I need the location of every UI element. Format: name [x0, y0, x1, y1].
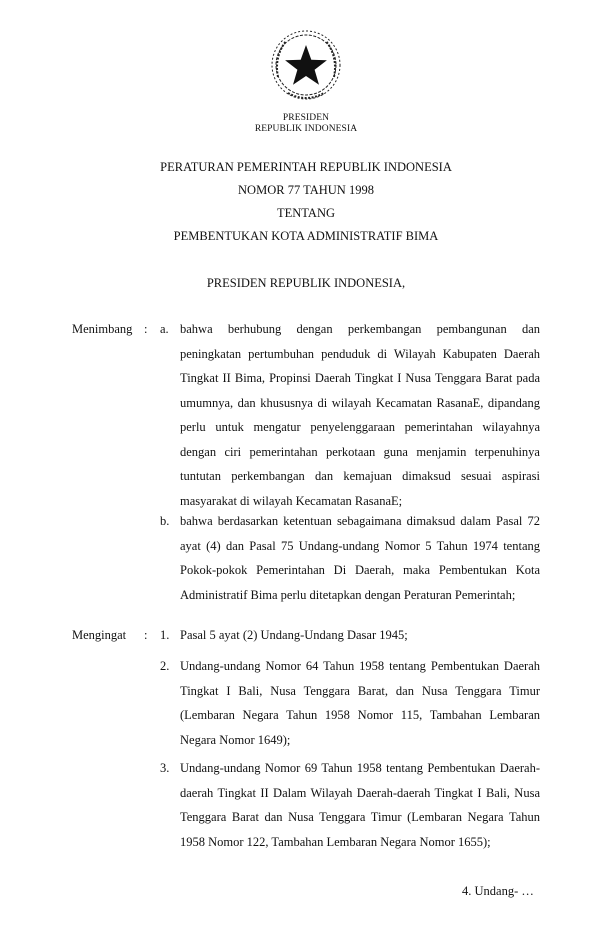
- item-text: bahwa berhubung dengan perkembangan pembangunan dan peningkatan pertumbuhan penduduk di Wilayah Kabupaten Daerah Tingkat II Bima, Propinsi Daerah Tingkat I Nusa Tenggara Barat pada umumnya, dan khususnya di wilayah Kecamatan RasanaE, dipandang perlu untuk mengatur penyelenggaraan pemerintahan wilayahnya dengan ciri pemerintahan perkotaan guna menjamin terpenuhinya tuntutan perkembangan dan kemajuan dimaksud sesuai aspirasi masyarakat di wilayah Kecamatan RasanaE;: [180, 322, 540, 508]
- item-marker: b.: [160, 514, 170, 528]
- mengingat-colon: :: [144, 628, 148, 642]
- mengingat-item-2: [160, 654, 540, 752]
- page-continuation-marker: 4. Undang- …: [462, 884, 534, 898]
- item-text: Pasal 5 ayat (2) Undang-Undang Dasar 1945;: [180, 628, 408, 642]
- document-title-tentang: TENTANG: [276, 206, 335, 220]
- menimbang-item-b: [160, 509, 540, 607]
- document-title-line1: PERATURAN PEMERINTAH REPUBLIK INDONESIA: [160, 160, 452, 174]
- mengingat-label: Mengingat: [72, 628, 127, 642]
- document-title-number: NOMOR 77 TAHUN 1998: [238, 183, 374, 197]
- item-marker: 2.: [160, 659, 170, 673]
- item-marker: 1.: [160, 628, 170, 642]
- item-text: Undang-undang Nomor 64 Tahun 1958 tentang Pembentukan Daerah Tingkat I Bali, Nusa Tenggara Barat, dan Nusa Tenggara Timur (Lembaran Negara Tahun 1958 Nomor 115, Tambahan Lembaran Negara Nomor 1649);: [180, 659, 540, 747]
- header-caption-republik: REPUBLIK INDONESIA: [254, 124, 358, 134]
- garuda-star-wreath-emblem-icon: [268, 27, 344, 103]
- document-title-subject: PEMBENTUKAN KOTA ADMINISTRATIF BIMA: [173, 229, 439, 243]
- mengingat-item-1: [160, 623, 540, 648]
- item-text: Undang-undang Nomor 69 Tahun 1958 tentang Pembentukan Daerah-daerah Tingkat II Dalam Wilayah Daerah-daerah Tingkat I Bali, Nusa Tenggara Barat dan Nusa Tenggara Timur (Lembaran Negara Tahun 1958 Nomor 122, Tambahan Lembaran Negara Nomor 1655);: [180, 761, 540, 849]
- item-marker: a.: [160, 322, 169, 336]
- item-text: bahwa berdasarkan ketentuan sebagaimana dimaksud dalam Pasal 72 ayat (4) dan Pasal 75 Undang-undang Nomor 5 Tahun 1974 tentang Pokok-pokok Pemerintahan Di Daerah, maka Pembentukan Kota Administratif Bima perlu ditetapkan dengan Peraturan Pemerintah;: [180, 514, 540, 602]
- opening-statement: PRESIDEN REPUBLIK INDONESIA,: [206, 276, 406, 290]
- menimbang-colon: :: [144, 322, 148, 336]
- menimbang-item-a: [160, 317, 540, 513]
- item-marker: 3.: [160, 761, 170, 775]
- menimbang-label: Menimbang: [72, 322, 133, 336]
- header-caption-presiden: PRESIDEN: [282, 113, 330, 123]
- mengingat-item-3: [160, 756, 540, 854]
